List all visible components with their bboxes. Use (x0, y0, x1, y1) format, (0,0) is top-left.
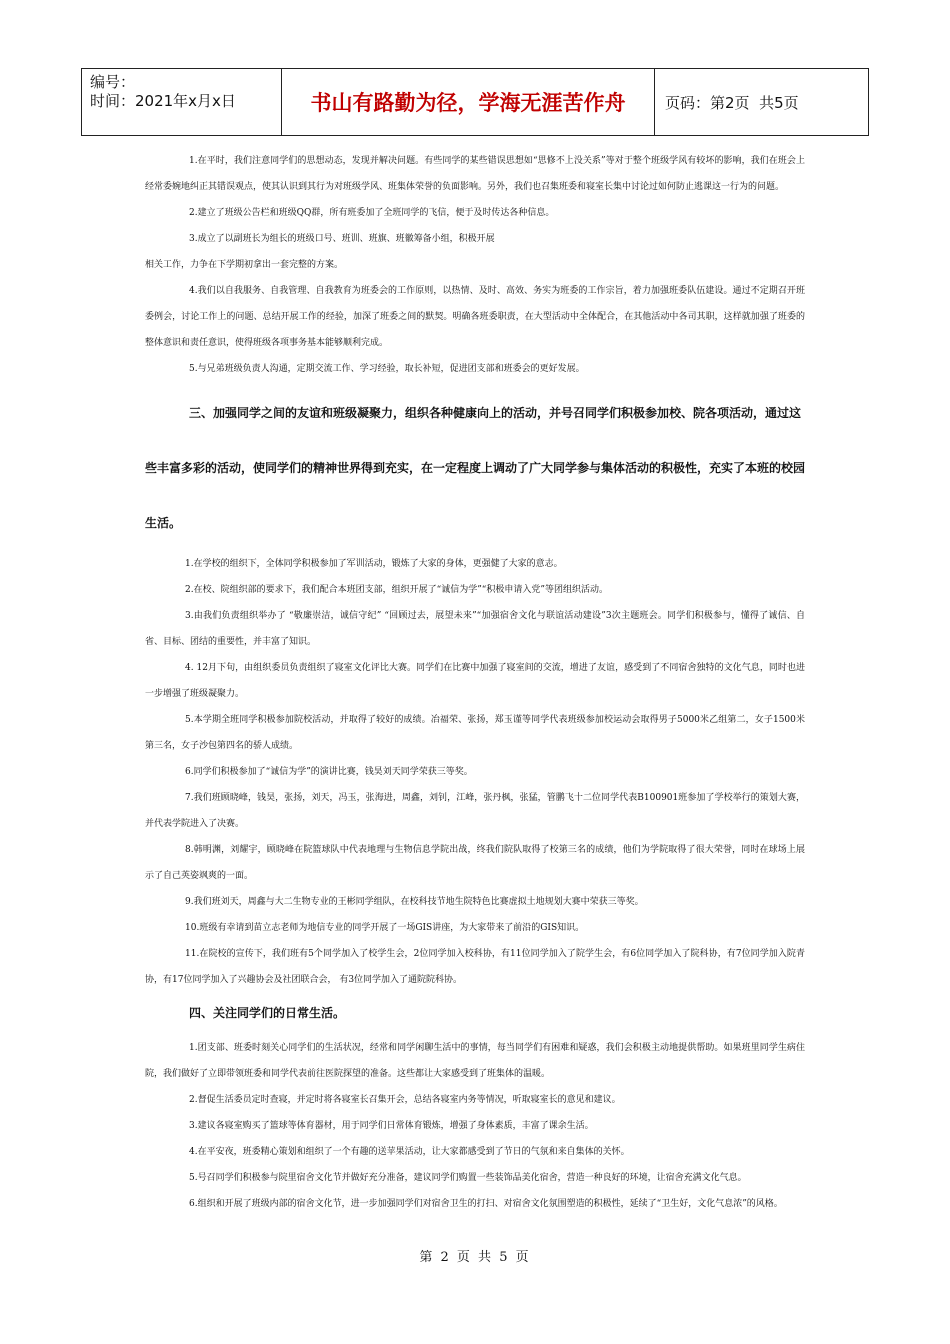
list-item: 2.在校、院组织部的要求下，我们配合本班团支部，组织开展了“诚信为学”“积极申请入党”等团组织活动。 (185, 585, 608, 595)
list-item: 7.我们班顾晓峰，钱昊，张扬，刘天，冯玉，张海进，周鑫，刘钊，江峰，张丹枫，张猛，管鹏飞十二位同学代表B100901班参加了学校举行的策划大赛，并代表学院进入了决赛。 (145, 793, 805, 829)
paragraph: 4.我们以自我服务、自我管理、自我教育为班委会的工作原则，以热情、及时、高效、务实为班委的工作宗旨，着力加强班委队伍建设。通过不定期召开班委例会，讨论工作上的问题、总结开展工作的经验，加深了班委之间的默契。明确各班委职责，在大型活动中全体配合，在其他活动中各司其职，这样就加强了班委的整体意识和责任意识，使得班级各项事务基本能够顺利完成。 (145, 286, 805, 348)
list-item: 2.督促生活委员定时查寝，并定时将各寝室长召集开会，总结各寝室内务等情况，听取寝室长的意见和建议。 (189, 1095, 621, 1105)
section-heading-three: 三、加强同学之间的友谊和班级凝聚力，组织各种健康向上的活动，并号召同学们积极参加校、院各项活动，通过这些丰富多彩的活动，使同学们的精神世界得到充实，在一定程度上调动了广大同学参与集体活动的积极性，充实了本班的校园生活。 (145, 406, 806, 530)
list-item: 4.在平安夜，班委精心策划和组织了一个有趣的送苹果活动，让大家都感受到了节日的气氛和来自集体的关怀。 (189, 1147, 630, 1157)
section-heading-four: 四、关注同学们的日常生活。 (189, 1006, 346, 1020)
list-item: 5.本学期全班同学积极参加院校活动，并取得了较好的成绩。冶福荣、张扬，郑玉谨等同学代表班级参加校运动会取得男子5000米乙组第二，女子1500米第三名，女子沙包第四名的骄人成绩。 (145, 715, 805, 751)
page-number-label: 页码：第2页 共5页 (665, 93, 799, 112)
footer-page-number: 第 2 页 共 5 页 (419, 1250, 531, 1265)
list-item: 8.韩明渊，刘耀宇，顾晓峰在院篮球队中代表地理与生物信息学院出战，终我们院队取得了校第三名的成绩，他们为学院取得了很大荣誉，同时在球场上展示了自己英姿飒爽的一面。 (145, 845, 805, 881)
list-item: 10.班级有幸请到苗立志老师为地信专业的同学开展了一场GIS讲座，为大家带来了前沿的GIS知识。 (185, 923, 585, 933)
document-body (145, 148, 805, 1217)
header-page-cell (655, 69, 868, 135)
header-motto-cell (282, 69, 655, 135)
list-item: 3.由我们负责组织举办了 “敬廉崇洁，诚信守纪” “回顾过去，展望未来”“加强宿舍文化与联谊活动建设”3次主题班会。同学们积极参与，懂得了诚信、自省、目标、团结的重要性，并丰富了知识。 (145, 611, 805, 647)
list-item: 9.我们班刘天，周鑫与大二生物专业的王彬同学组队，在校科技节地生院特色比赛虚拟土地规划大赛中荣获三等奖。 (185, 897, 644, 907)
list-item: 1.团支部、班委时刻关心同学们的生活状况，经常和同学闲聊生活中的事情，每当同学们有困难和疑惑，我们会积极主动地提供帮助。如果班里同学生病住院，我们做好了立即带领班委和同学代表前往医院探望的准备。这些都让大家感受到了班集体的温暖。 (145, 1043, 805, 1079)
list-item: 6.同学们积极参加了“诚信为学”的演讲比赛，钱昊刘天同学荣获三等奖。 (185, 767, 473, 777)
paragraph: 3.成立了以副班长为组长的班级口号、班训、班旗、班徽筹备小组，积极开展 (189, 234, 495, 244)
list-item: 5.号召同学们积极参与院里宿舍文化节并做好充分准备，建议同学们购置一些装饰品美化宿舍，营造一种良好的环境，让宿舍充满文化气息。 (189, 1173, 747, 1183)
list-item: 4. 12月下旬，由组织委员负责组织了寝室文化评比大赛。同学们在比赛中加强了寝室间的交流，增进了友谊，感受到了不同宿舍独特的文化气息，同时也进一步增强了班级凝聚力。 (145, 663, 805, 699)
paragraph: 2.建立了班级公告栏和班级QQ群，所有班委加了全班同学的飞信，便于及时传达各种信息。 (189, 208, 555, 218)
page-footer (0, 1246, 950, 1265)
list-item: 11.在院校的宣传下，我们班有5个同学加入了校学生会，2位同学加入校科协，有11位同学加入了院学生会，有6位同学加入了院科协，有7位同学加入院青协，有17位同学加入了兴趣协会及社团联合会， 有3位同学加入了通院院科协。 (145, 949, 805, 985)
header-table (81, 68, 869, 136)
paragraph: 1.在平时，我们注意同学们的思想动态，发现并解决问题。有些同学的某些错误思想如“思修不上没关系”等对于整个班级学风有较坏的影响，我们在班会上经常委婉地纠正其错误观点，使其认识到其行为对班级学风、班集体荣誉的负面影响。另外，我们也召集班委和寝室长集中讨论过如何防止逃课这一行为的问题。 (145, 156, 805, 192)
list-item: 1.在学校的组织下，全体同学积极参加了军训活动，锻炼了大家的身体，更强健了大家的意志。 (185, 559, 563, 569)
document-time-label: 时间：2021年x月x日 (90, 92, 236, 110)
header-meta-cell (82, 69, 282, 135)
paragraph: 相关工作，力争在下学期初拿出一套完整的方案。 (145, 260, 344, 270)
paragraph: 5.与兄弟班级负责人沟通，定期交流工作、学习经验，取长补短，促进团支部和班委会的更好发展。 (189, 364, 585, 374)
motto-text: 书山有路勤为径，学海无涯苦作舟 (310, 91, 626, 115)
list-item: 6.组织和开展了班级内部的宿舍文化节，进一步加强同学们对宿舍卫生的打扫、对宿舍文化氛围塑造的积极性，延续了“卫生好，文化气息浓”的风格。 (189, 1199, 783, 1209)
document-number-label: 编号： (90, 73, 136, 91)
list-item: 3.建议各寝室购买了篮球等体育器材，用于同学们日常体育锻炼，增强了身体素质，丰富了课余生活。 (189, 1121, 594, 1131)
